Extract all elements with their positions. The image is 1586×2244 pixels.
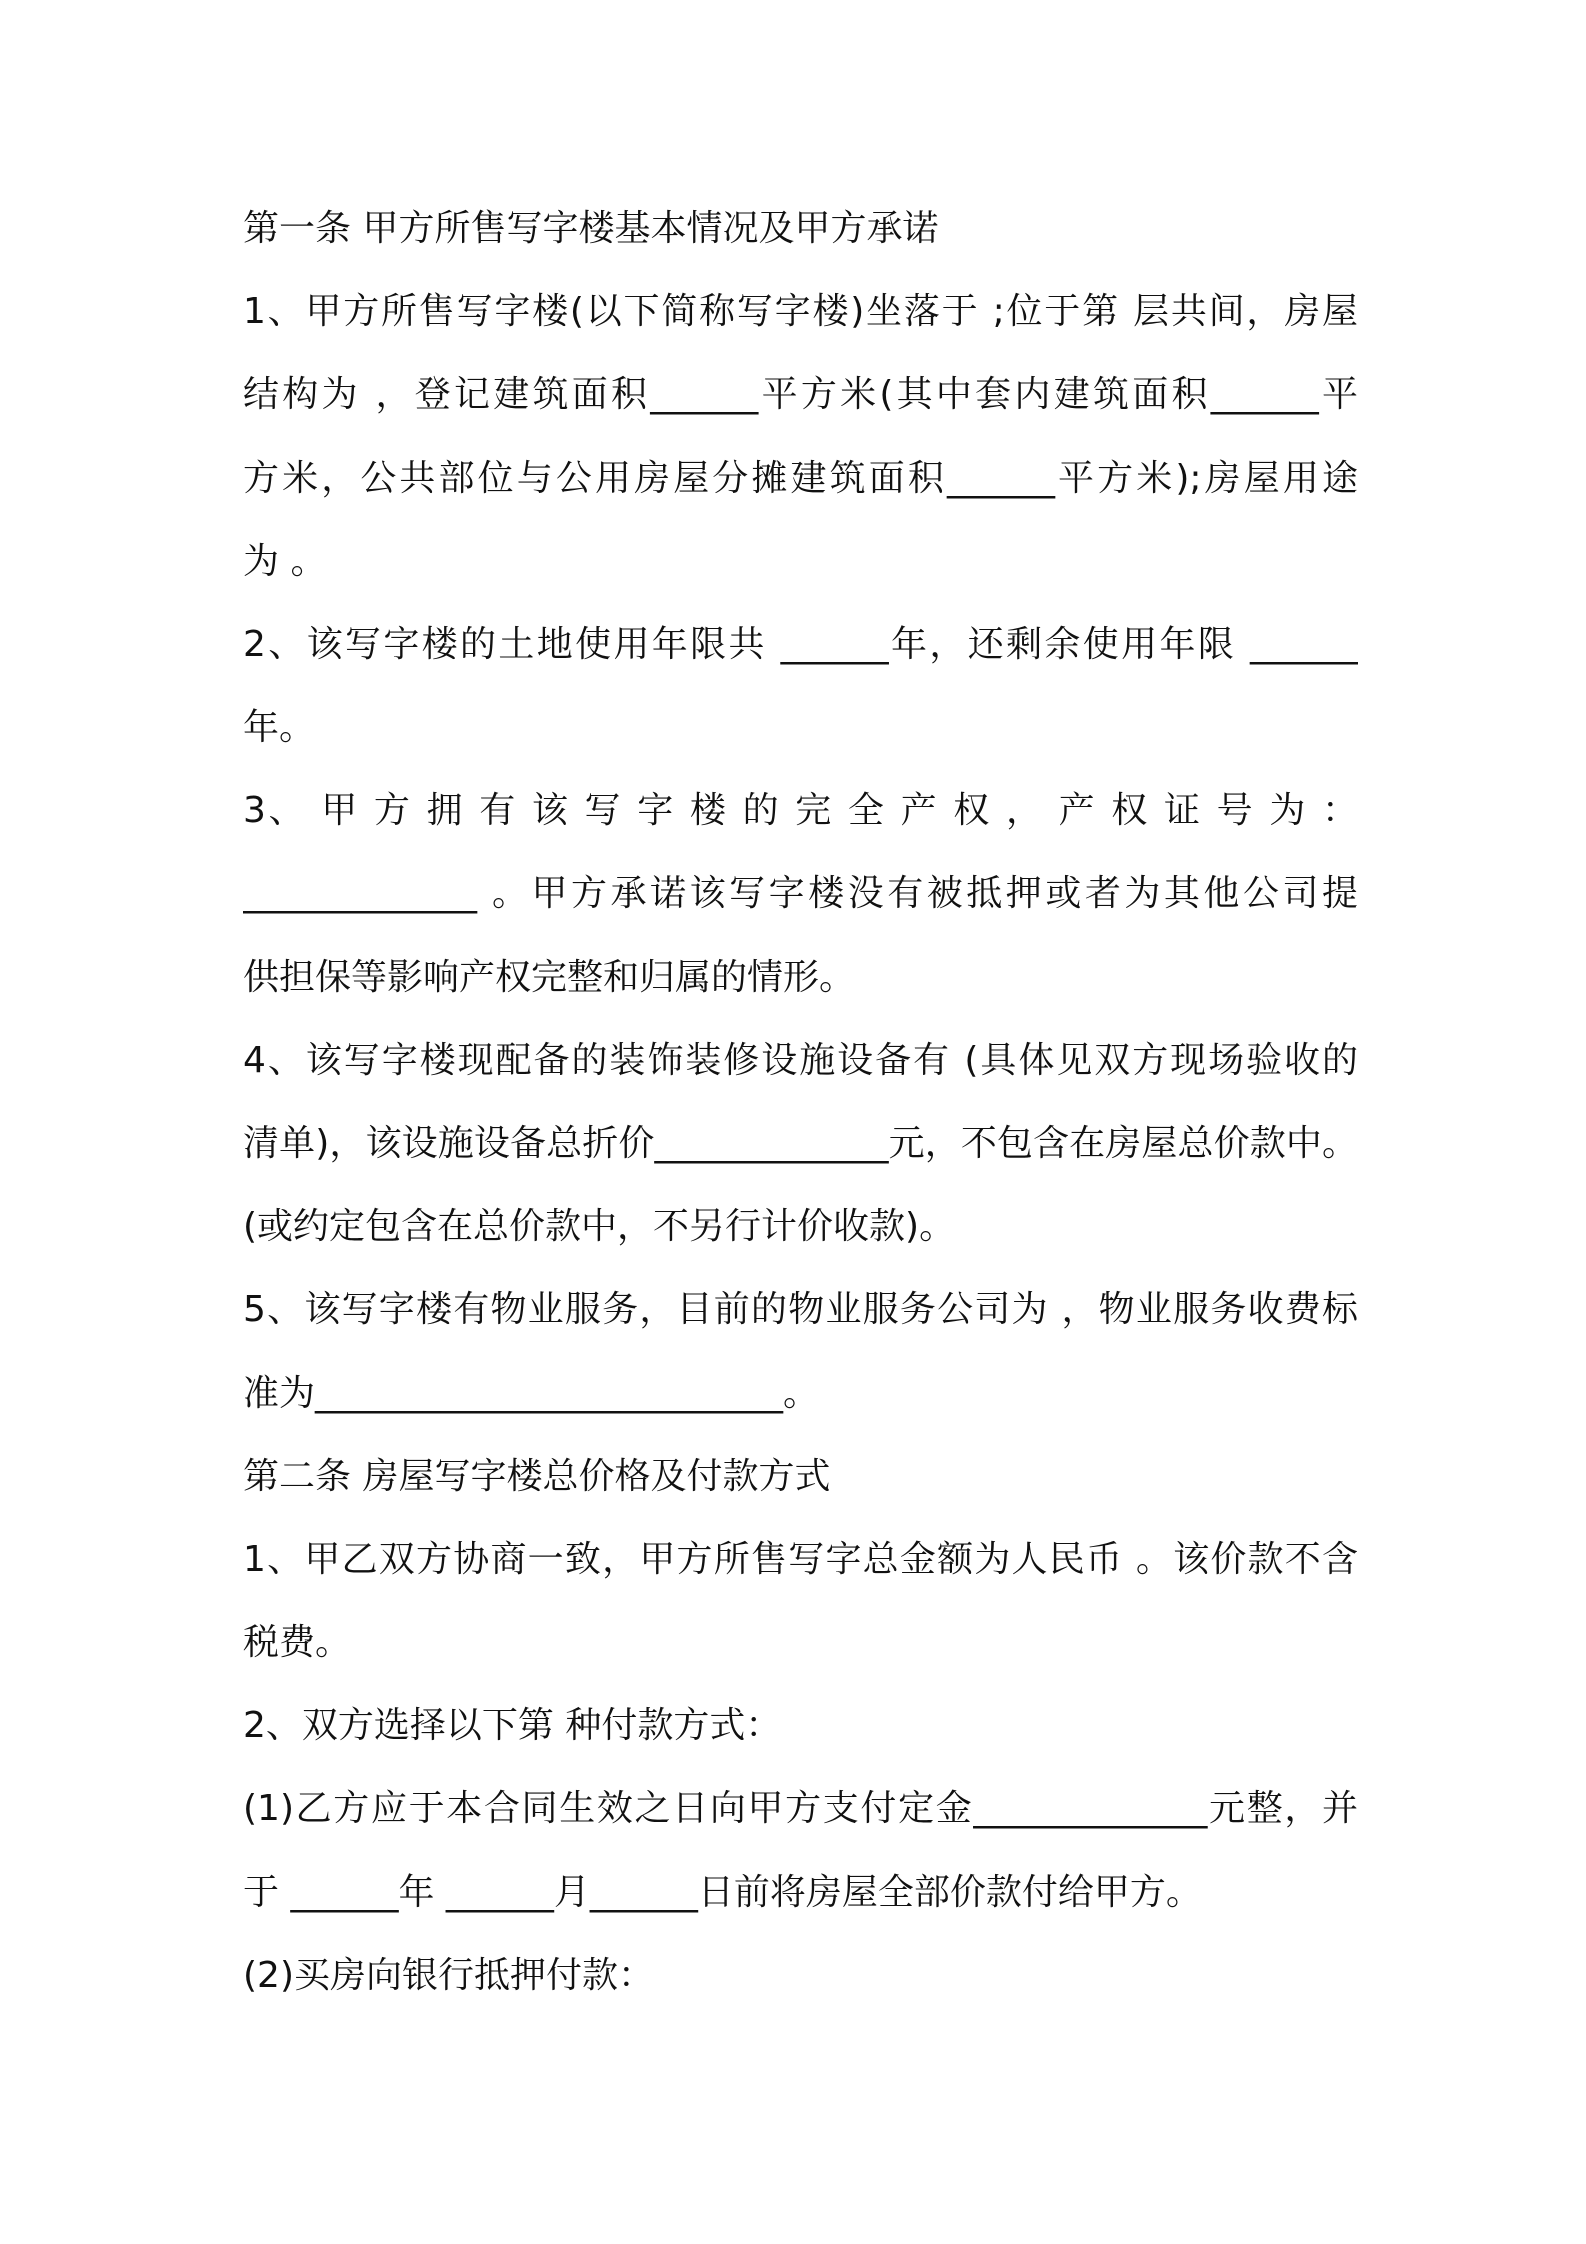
text-line: 结构为 ，登记建筑面积______平方米(其中套内建筑面积______平 <box>243 374 1358 415</box>
text-line: 年。 <box>243 707 316 748</box>
text-line: 3、 甲 方 拥 有 该 写 字 楼 的 完 全 产 权 ， 产 权 证 号 为 ： <box>243 790 1358 831</box>
text-line: 清单)，该设施设备总折价_____________元，不包含在房屋总价款中。 <box>243 1123 1358 1164</box>
text-line: 4、该写字楼现配备的装饰装修设施设备有 (具体见双方现场验收的 <box>243 1040 1358 1081</box>
article-1-heading: 第一条 甲方所售写字楼基本情况及甲方承诺 <box>243 208 939 249</box>
text-line: 2、双方选择以下第 种付款方式： <box>243 1705 782 1746</box>
text-line: 方米，公共部位与公用房屋分摊建筑面积______平方米);房屋用途 <box>243 458 1358 499</box>
text-line: 于 ______年 ______月______日前将房屋全部价款付给甲方。 <box>243 1872 1202 1913</box>
text-line: 1、甲方所售写字楼(以下简称写字楼)坐落于 ;位于第 层共间，房屋 <box>243 291 1358 332</box>
text-line: (2)买房向银行抵押付款： <box>243 1955 654 1996</box>
text-line: 为 。 <box>243 541 327 582</box>
text-line: 供担保等影响产权完整和归属的情形。 <box>243 957 856 998</box>
text-line: 税费。 <box>243 1622 352 1663</box>
text-line: 准为__________________________。 <box>243 1373 819 1414</box>
text-line: (或约定包含在总价款中，不另行计价收款)。 <box>243 1206 956 1247</box>
text-line: _____________ 。甲方承诺该写字楼没有被抵押或者为其他公司提 <box>243 873 1358 914</box>
article-2-heading: 第二条 房屋写字楼总价格及付款方式 <box>243 1456 831 1497</box>
text-line: 2、该写字楼的土地使用年限共 ______年，还剩余使用年限 ______ <box>243 624 1358 665</box>
text-line: (1)乙方应于本合同生效之日向甲方支付定金_____________元整，并 <box>243 1788 1358 1829</box>
text-line: 5、该写字楼有物业服务，目前的物业服务公司为 ，物业服务收费标 <box>243 1289 1358 1330</box>
text-line: 1、甲乙双方协商一致，甲方所售写字总金额为人民币 。该价款不含 <box>243 1539 1358 1580</box>
